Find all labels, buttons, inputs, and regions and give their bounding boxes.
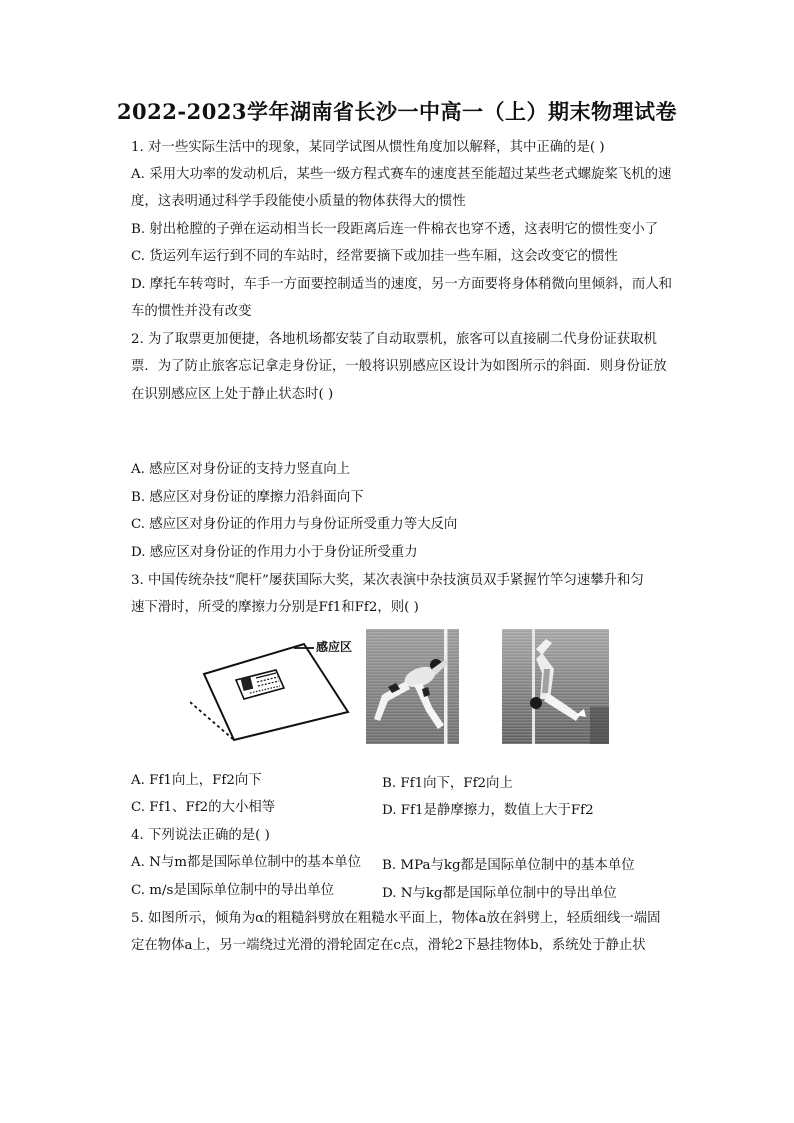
bamboo-pole <box>532 629 535 744</box>
q1-option-a-line1: A. 采用大功率的发动机后，某些一级方程式赛车的速度甚至能超过某些老式螺旋桨飞机的速 <box>131 167 672 182</box>
q4-option-a: A. N与m都是国际单位制中的基本单位 <box>131 855 362 870</box>
q2-stem-line1: 2. 为了取票更加便捷，各地机场都安装了自动取票机，旅客可以直接刷二代身份证获取机 <box>131 332 657 347</box>
q2-option-c: C. 感应区对身份证的作用力与身份证所受重力等大反向 <box>131 517 458 532</box>
q2-stem-line3: 在识别感应区上处于静止状态时( ) <box>131 387 334 402</box>
q3-stem-line2: 速下滑时，所受的摩擦力分别是Ff1和Ff2，则( ) <box>131 600 419 615</box>
bamboo-pole <box>444 629 448 744</box>
q2-option-a: A. 感应区对身份证的支持力竖直向上 <box>131 462 351 477</box>
inclined-plane <box>204 644 348 740</box>
q1-option-c: C. 货运列车运行到不同的车站时，经常要摘下或加挂一些车厢，这会改变它的惯性 <box>131 249 618 264</box>
q3-option-c: C. Ff1、Ff2的大小相等 <box>131 800 276 815</box>
q2-option-d: D. 感应区对身份证的作用力小于身份证所受重力 <box>131 545 418 560</box>
q4-stem: 4. 下列说法正确的是( ) <box>131 828 270 843</box>
q1-option-a-line2: 度，这表明通过科学手段能使小质量的物体获得大的惯性 <box>131 194 466 209</box>
exam-title: 2022-2023学年湖南省长沙一中高一（上）期末物理试卷 <box>116 99 678 124</box>
q2-option-b: B. 感应区对身份证的摩擦力沿斜面向下 <box>131 490 364 505</box>
q3-option-b: B. Ff1向下，Ff2向上 <box>382 776 513 791</box>
q1-stem: 1. 对一些实际生活中的现象，某同学试图从惯性角度加以解释，其中正确的是( ) <box>131 140 605 155</box>
q4-option-d: D. N与kg都是国际单位制中的导出单位 <box>382 886 617 901</box>
q3-option-d: D. Ff1是静摩擦力，数值上大于Ff2 <box>382 803 594 818</box>
q1-option-d-line2: 车的惯性并没有改变 <box>131 304 252 319</box>
q2-stem-line2: 票．为了防止旅客忘记拿走身份证，一般将识别感应区设计为如图所示的斜面．则身份证放 <box>131 359 667 374</box>
pole-climbing-photo-descending <box>502 629 609 744</box>
q5-stem-line2: 定在物体a上，另一端绕过光滑的滑轮固定在c点，滑轮2下悬挂物体b，系统处于静止状 <box>131 938 646 953</box>
q3-option-a: A. Ff1向上，Ff2向下 <box>131 773 262 788</box>
pole-climbing-photo-ascending <box>366 629 459 744</box>
q1-option-d-line1: D. 摩托车转弯时，车手一方面要控制适当的速度，另一方面要将身体稍微向里倾斜，而人和 <box>131 277 673 292</box>
q4-option-b: B. MPa与kg都是国际单位制中的基本单位 <box>382 858 635 873</box>
q1-option-b: B. 射出枪膛的子弹在运动相当长一段距离后连一件棉衣也穿不透，这表明它的惯性变小了 <box>131 222 659 237</box>
sensing-area-label: 感应区 <box>316 640 353 654</box>
q3-stem-line1: 3. 中国传统杂技“爬杆”屡获国际大奖，某次表演中杂技演员双手紧握竹竿匀速攀升和匀 <box>131 573 644 588</box>
q5-stem-line1: 5. 如图所示，倾角为α的粗糙斜劈放在粗糙水平面上，物体a放在斜劈上，轻质细线一端固 <box>131 911 661 926</box>
q4-option-c: C. m/s是国际单位制中的导出单位 <box>131 883 335 898</box>
